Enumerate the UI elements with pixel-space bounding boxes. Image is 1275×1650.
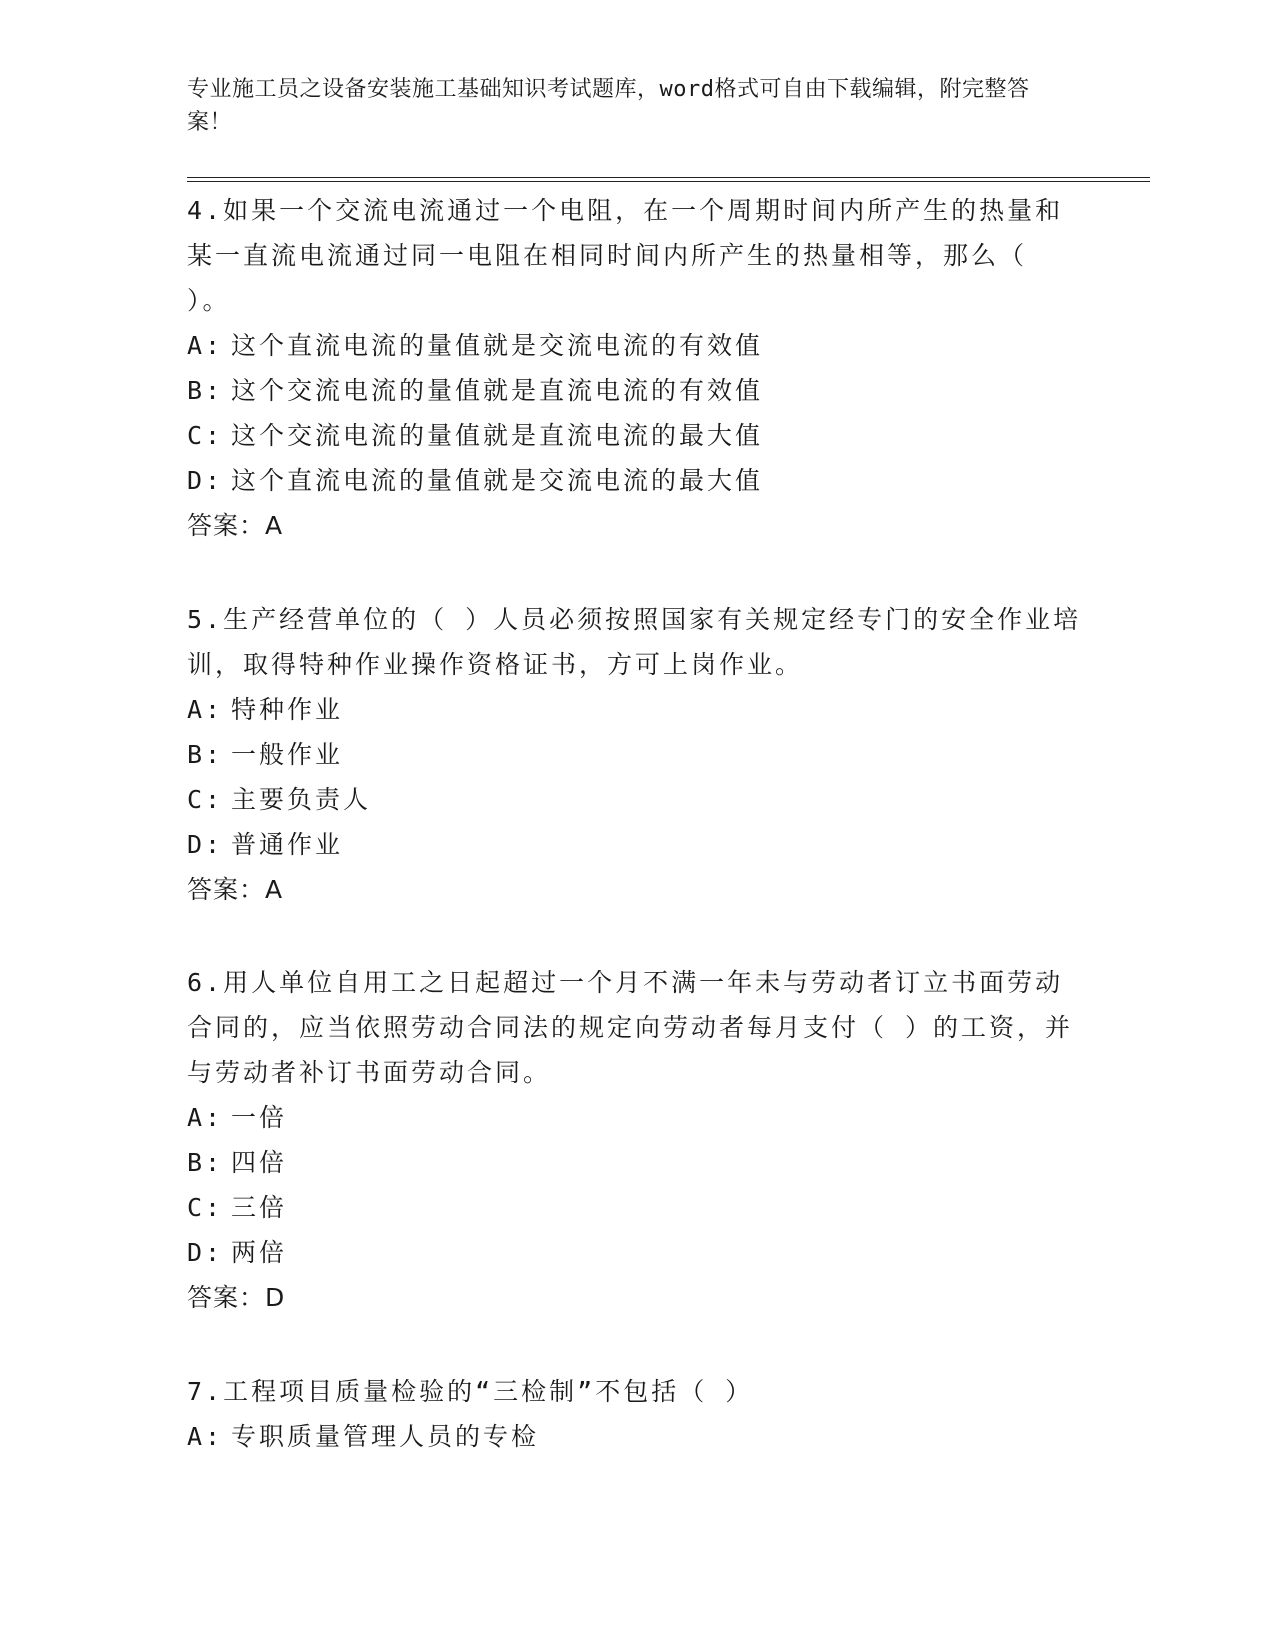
option-key: C: [187, 785, 224, 814]
option-text: 四倍 [231, 1148, 288, 1177]
option-text: 专职质量管理人员的专检 [231, 1422, 540, 1451]
option-text: 一般作业 [231, 740, 344, 769]
option-key: A: [187, 1103, 224, 1132]
option-text: 这个直流电流的量值就是交流电流的有效值 [231, 331, 764, 360]
answer-line: 答案：A [187, 875, 284, 904]
option-c [187, 1185, 1087, 1230]
option-a [187, 323, 1087, 368]
header-divider-line-double [187, 181, 1150, 182]
option-key: D: [187, 830, 224, 859]
option-c [187, 777, 1087, 822]
option-d [187, 822, 1087, 867]
option-key: C: [187, 1193, 224, 1222]
option-key: A: [187, 695, 224, 724]
option-key: B: [187, 376, 224, 405]
option-b [187, 1140, 1087, 1185]
option-d [187, 458, 1087, 503]
option-key: B: [187, 1148, 224, 1177]
option-text: 三倍 [231, 1193, 288, 1222]
document-header: 专业施工员之设备安装施工基础知识考试题库，word格式可自由下载编辑，附完整答案！ [187, 77, 1030, 135]
option-text: 特种作业 [231, 695, 344, 724]
option-key: A: [187, 1422, 224, 1451]
option-b [187, 732, 1087, 777]
option-key: D: [187, 466, 224, 495]
option-key: B: [187, 740, 224, 769]
option-c [187, 413, 1087, 458]
option-d [187, 1230, 1087, 1275]
question-stem: 4.如果一个交流电流通过一个电阻，在一个周期时间内所产生的热量和某一直流电流通过同一电阻在相同时间内所产生的热量相等，那么（ ）。 [187, 196, 1064, 315]
answer-line: 答案：A [187, 511, 284, 540]
option-text: 普通作业 [231, 830, 344, 859]
option-a [187, 1095, 1087, 1140]
option-key: D: [187, 1238, 224, 1267]
option-text: 这个交流电流的量值就是直流电流的有效值 [231, 376, 764, 405]
question-block [187, 1369, 1087, 1459]
option-key: A: [187, 331, 224, 360]
option-text: 这个直流电流的量值就是交流电流的最大值 [231, 466, 764, 495]
option-b [187, 368, 1087, 413]
header-divider-line [187, 177, 1150, 178]
question-block [187, 960, 1087, 1320]
question-block [187, 597, 1087, 912]
option-text: 主要负责人 [231, 785, 372, 814]
question-block [187, 188, 1087, 548]
option-text: 这个交流电流的量值就是直流电流的最大值 [231, 421, 764, 450]
answer-line: 答案：D [187, 1283, 286, 1312]
question-stem: 6.用人单位自用工之日起超过一个月不满一年未与劳动者订立书面劳动合同的，应当依照劳动合同法的规定向劳动者每月支付（ ）的工资，并与劳动者补订书面劳动合同。 [187, 968, 1074, 1087]
option-text: 两倍 [231, 1238, 288, 1267]
option-text: 一倍 [231, 1103, 288, 1132]
question-stem: 5.生产经营单位的（ ）人员必须按照国家有关规定经专门的安全作业培训，取得特种作业操作资格证书，方可上岗作业。 [187, 605, 1082, 679]
option-a [187, 687, 1087, 732]
option-a [187, 1414, 1087, 1459]
option-key: C: [187, 421, 224, 450]
question-stem: 7.工程项目质量检验的“三检制”不包括（ ） [187, 1377, 754, 1406]
